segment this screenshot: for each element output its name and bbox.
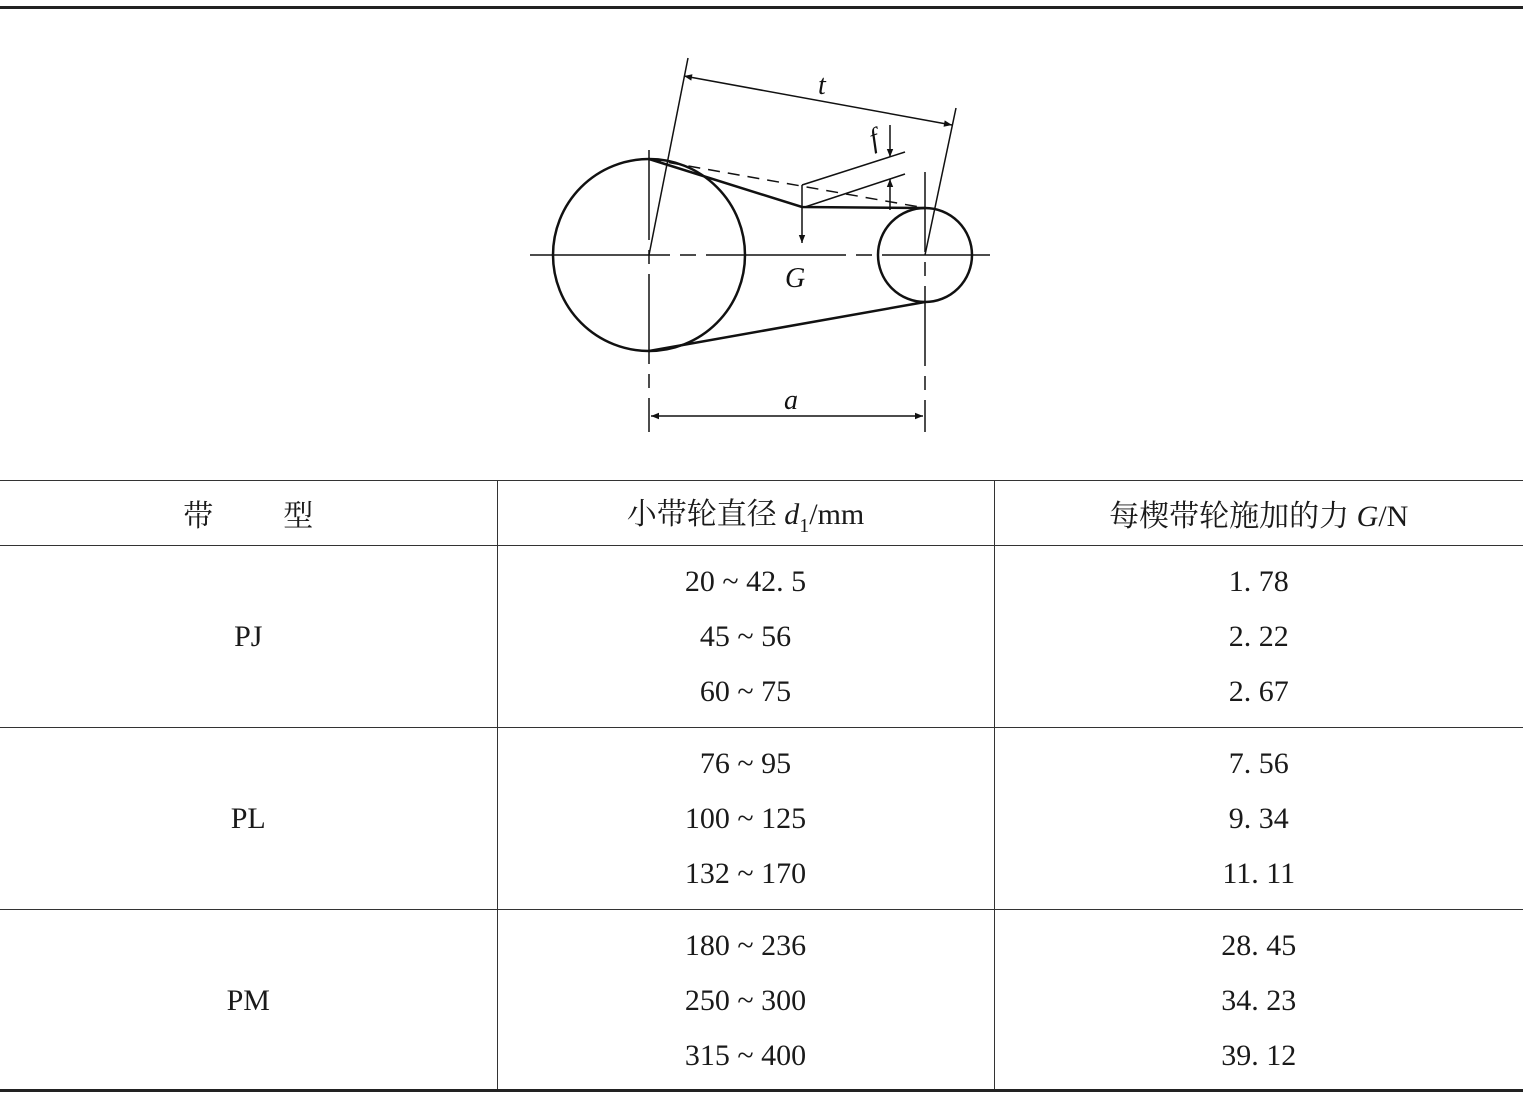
diameter-range: 45 ~ 56: [699, 620, 792, 653]
cell-diameters: [497, 546, 994, 728]
force-value: 39. 12: [1221, 1039, 1297, 1072]
diameter-range: 60 ~ 75: [699, 675, 792, 708]
force-value: 34. 23: [1221, 984, 1297, 1017]
cell-diameters: [497, 728, 994, 910]
header-force-per-rib: [994, 481, 1523, 546]
lower-belt-span: [649, 302, 925, 351]
header-belt-type: [0, 481, 497, 546]
span-t-extension-right: [925, 108, 956, 255]
cell-forces: [994, 546, 1523, 728]
diameter-range: 180 ~ 236: [684, 929, 807, 962]
force-value: 11. 11: [1222, 857, 1296, 890]
table-header-row: [0, 481, 1523, 546]
header-force-unit: /N: [1378, 500, 1409, 533]
header-force-var: G: [1356, 500, 1379, 533]
undeflected-belt-line: [649, 159, 925, 208]
diameter-range: 315 ~ 400: [684, 1039, 807, 1072]
force-value: 2. 22: [1228, 620, 1289, 653]
diameter-range: 76 ~ 95: [699, 747, 792, 780]
diameter-range: 20 ~ 42. 5: [684, 565, 807, 598]
label-a: a: [784, 385, 798, 416]
cell-forces: [994, 728, 1523, 910]
diameter-range: 132 ~ 170: [684, 857, 807, 890]
cell-type: PJ: [0, 546, 497, 728]
belt-force-table: [0, 480, 1523, 1092]
bottom-rule: [0, 1089, 1523, 1092]
span-t-extension-left: [649, 58, 688, 255]
cell-diameters: [497, 910, 994, 1092]
header-diameter-var: d: [784, 497, 800, 531]
cell-forces: [994, 910, 1523, 1092]
diameter-range: 250 ~ 300: [684, 984, 807, 1017]
label-g: G: [785, 263, 806, 294]
table-row-pj: [0, 546, 1523, 728]
header-belt-type-char2: 型: [283, 500, 314, 533]
force-value: 1. 78: [1228, 565, 1289, 598]
header-small-pulley-diameter: [497, 481, 994, 546]
label-f: f: [865, 122, 883, 155]
diameter-range: 100 ~ 125: [684, 802, 807, 835]
belt-tension-diagram: [0, 0, 1523, 480]
force-value: 9. 34: [1228, 802, 1289, 835]
force-value: 7. 56: [1228, 747, 1289, 780]
force-value: 28. 45: [1221, 929, 1297, 962]
header-force-text: 每楔带轮施加的力: [1109, 500, 1357, 533]
cell-type: PL: [0, 728, 497, 910]
header-diameter-text: 小带轮直径: [626, 497, 785, 531]
label-t: t: [818, 70, 826, 101]
header-diameter-sub: 1: [799, 514, 810, 537]
force-value: 2. 67: [1228, 675, 1289, 708]
cell-type: PM: [0, 910, 497, 1092]
table-row-pl: [0, 728, 1523, 910]
header-belt-type-char1: 带: [183, 500, 214, 533]
header-diameter-unit: /mm: [809, 497, 865, 531]
table-row-pm: [0, 910, 1523, 1092]
